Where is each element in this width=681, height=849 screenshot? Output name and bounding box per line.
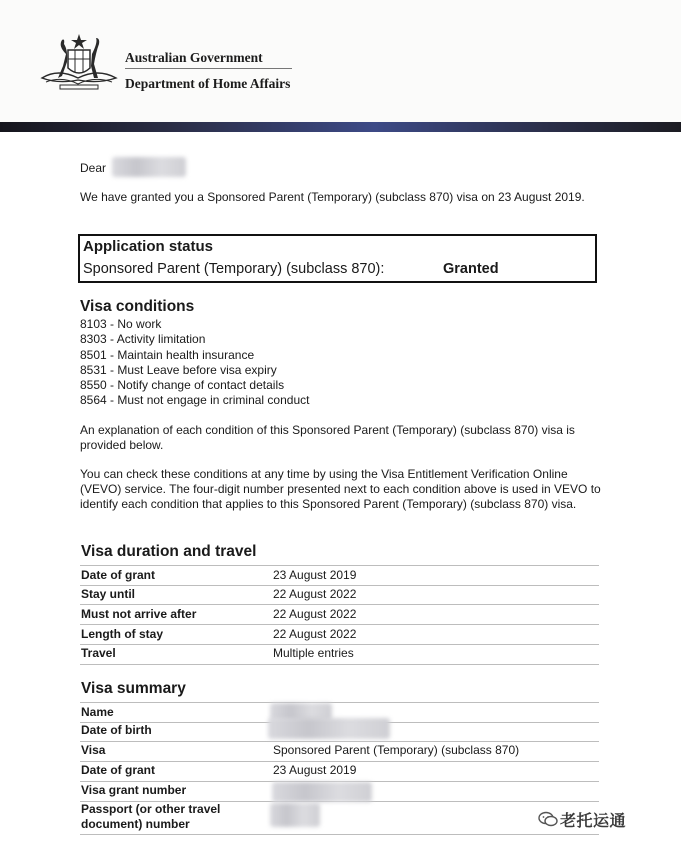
row-label: Passport (or other travel document) number bbox=[81, 802, 221, 831]
conditions-explanation: An explanation of each condition of this Sponsored Parent (Temporary) (subclass 870) visa is provided below. bbox=[80, 423, 575, 452]
table-row bbox=[80, 605, 599, 625]
watermark-text: 老托运通 bbox=[560, 813, 627, 830]
table-row bbox=[80, 742, 599, 762]
letterhead bbox=[0, 0, 681, 122]
row-value: 22 August 2022 bbox=[273, 587, 357, 601]
redacted-grant-number bbox=[272, 782, 372, 802]
condition-item: 8564 - Must not engage in criminal conduct bbox=[80, 393, 310, 408]
intro-paragraph: We have granted you a Sponsored Parent (Temporary) (subclass 870) visa on 23 August 2019. bbox=[80, 190, 585, 204]
table-row bbox=[80, 802, 599, 835]
table-row bbox=[80, 585, 599, 605]
table-row bbox=[80, 565, 599, 586]
visa-summary-title: Visa summary bbox=[81, 680, 186, 697]
header-band bbox=[0, 122, 681, 132]
department-name: Department of Home Affairs bbox=[125, 76, 291, 91]
table-row bbox=[80, 625, 599, 645]
row-label: Name bbox=[81, 705, 114, 719]
salutation: Dear bbox=[80, 161, 107, 175]
wechat-logo-icon bbox=[538, 811, 558, 827]
row-label: Stay until bbox=[81, 587, 136, 601]
row-label: Must not arrive after bbox=[81, 607, 197, 621]
condition-item: 8103 - No work bbox=[80, 317, 162, 331]
row-value: Sponsored Parent (Temporary) (subclass 870) bbox=[273, 743, 520, 757]
redacted-date-of-birth bbox=[268, 718, 390, 739]
row-value: Multiple entries bbox=[273, 646, 354, 660]
visa-conditions-list bbox=[80, 317, 309, 409]
application-status-visa: Sponsored Parent (Temporary) (subclass 870): bbox=[83, 261, 385, 277]
row-label: Date of birth bbox=[81, 723, 152, 737]
row-value: 22 August 2022 bbox=[273, 607, 357, 621]
visa-conditions-title: Visa conditions bbox=[80, 298, 195, 315]
vevo-paragraph: You can check these conditions at any time by using the Visa Entitlement Verification Online (VEVO) service. The four-digit number presented next to each condition above is used in VEVO to identify each condition that applies to this Sponsored Parent (Temporary) (subclass 870) visa. bbox=[80, 467, 601, 511]
row-label: Visa grant number bbox=[81, 783, 187, 797]
row-value: 22 August 2022 bbox=[273, 627, 357, 641]
application-status-value: Granted bbox=[443, 261, 499, 277]
condition-item: 8550 - Notify change of contact details bbox=[80, 378, 285, 393]
row-value: 23 August 2019 bbox=[273, 763, 357, 777]
header-divider bbox=[125, 68, 292, 69]
row-value: 23 August 2019 bbox=[273, 568, 357, 582]
row-label: Length of stay bbox=[81, 627, 164, 641]
redacted-recipient-name bbox=[112, 157, 186, 177]
table-row bbox=[80, 645, 599, 665]
application-status-title: Application status bbox=[83, 238, 214, 255]
coat-of-arms-icon bbox=[38, 32, 120, 92]
row-label: Travel bbox=[81, 646, 116, 660]
condition-item: 8303 - Activity limitation bbox=[80, 332, 206, 347]
row-label: Date of grant bbox=[81, 763, 156, 777]
condition-item: 8531 - Must Leave before visa expiry bbox=[80, 362, 277, 377]
row-label: Visa bbox=[81, 743, 106, 757]
condition-item: 8501 - Maintain health insurance bbox=[80, 347, 255, 362]
redacted-passport-number bbox=[270, 803, 320, 827]
table-row bbox=[80, 762, 599, 782]
duration-travel-title: Visa duration and travel bbox=[81, 543, 257, 560]
government-name: Australian Government bbox=[125, 50, 263, 65]
application-status-box bbox=[78, 234, 597, 283]
row-label: Date of grant bbox=[81, 568, 156, 582]
